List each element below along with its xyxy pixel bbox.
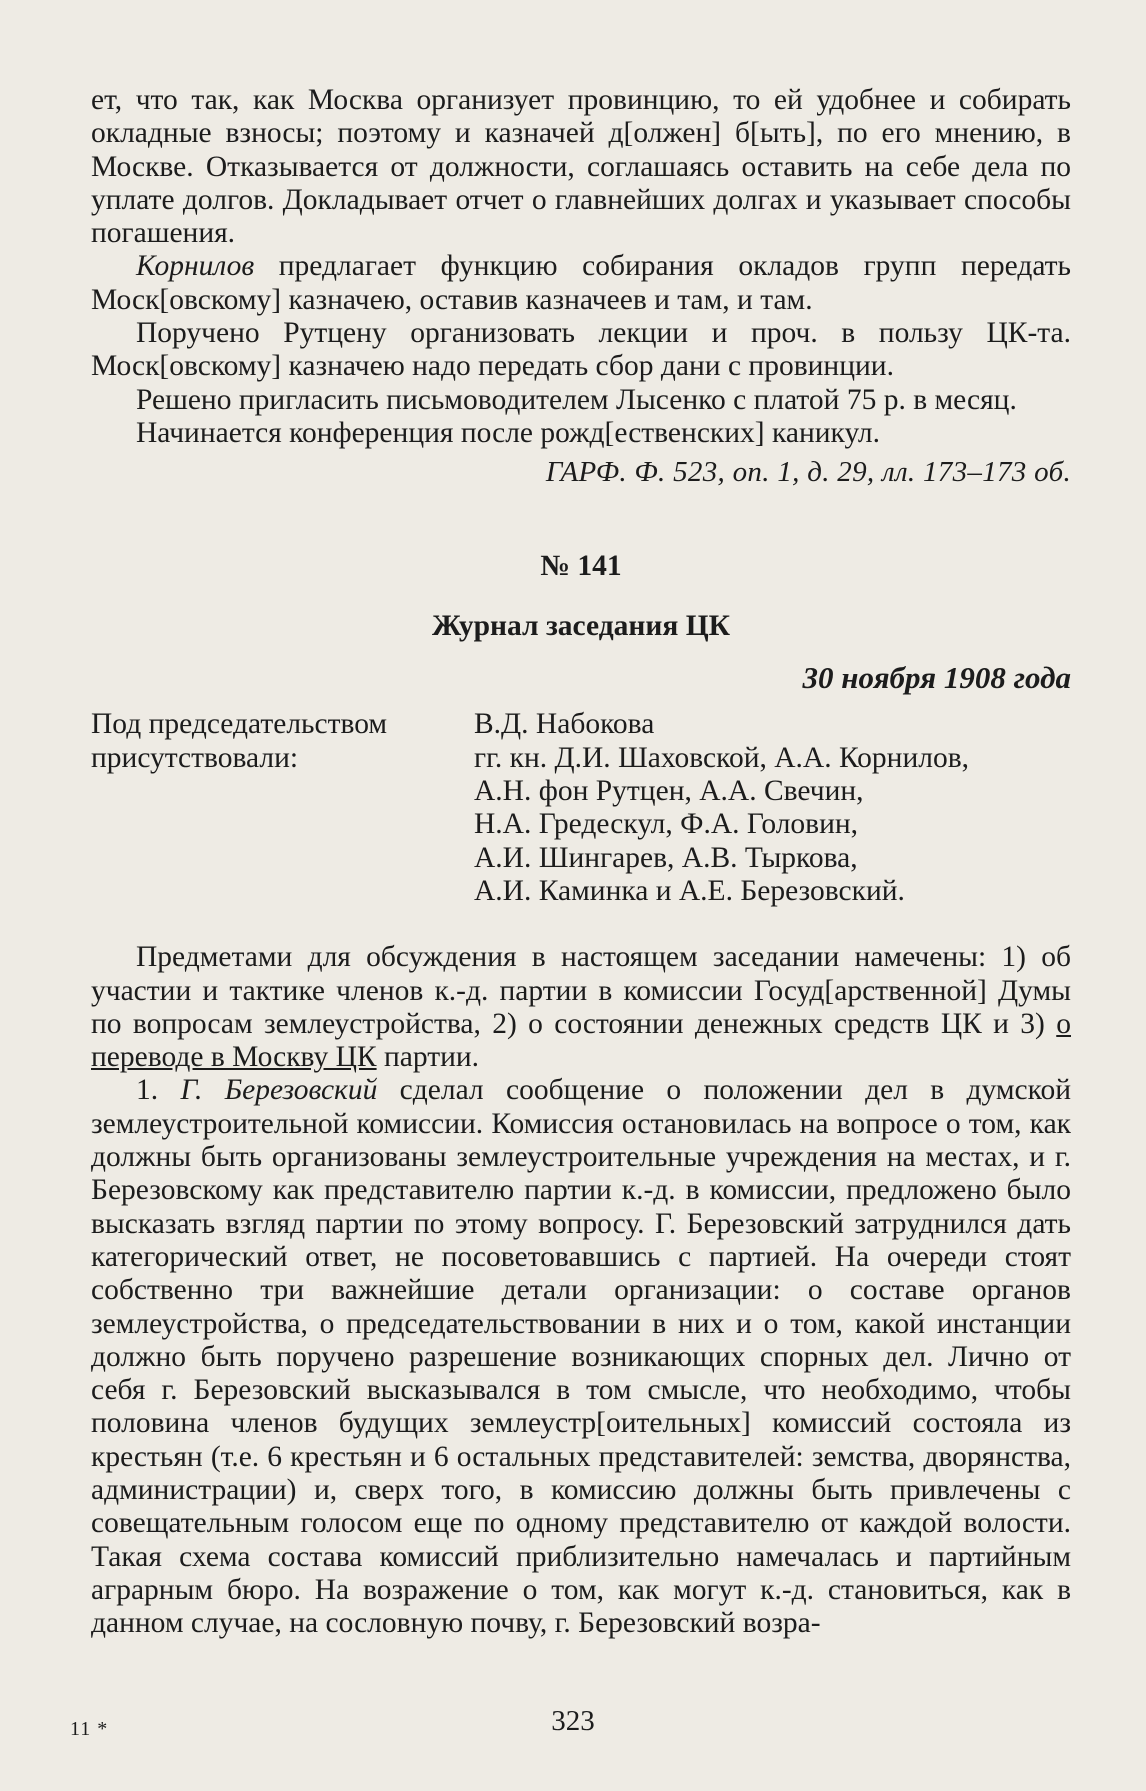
- paragraph-text: предлагает функцию собирания окладов групп передать Моск[овскому] казначею, оставив казначеев и там, и там.: [91, 250, 1071, 316]
- paragraph-rutzen: Поручено Рутцену организовать лекции и проч. в пользу ЦК-та. Моск[овскому] казначею надо передать сбор дани с провинции.: [91, 317, 1071, 383]
- present-line: гг. кн. Д.И. Шаховской, А.А. Корнилов,: [474, 741, 970, 774]
- chair-label: Под председательством: [91, 708, 388, 741]
- paragraph-secretary: Решено пригласить письмоводителем Лысенко с платой 75 р. в месяц.: [136, 383, 1017, 416]
- paragraph-item-1: [91, 1074, 1071, 1640]
- paragraph-kornilov: [91, 250, 1071, 317]
- agenda-text: Предметами для обсуждения в настоящем заседании намечены: 1) об участии и тактике членов к.-д. партии в комиссии Госуд[арственной] Думы по вопросам землеустройства, 2) о состоянии денежных средств ЦК и 3): [91, 941, 1071, 1040]
- text-column: [91, 84, 1071, 1640]
- present-line: А.И. Шингарев, А.В. Тыркова,: [474, 841, 858, 874]
- present-line: Н.А. Гредескул, Ф.А. Головин,: [474, 808, 859, 841]
- document-number: № 141: [540, 549, 622, 582]
- paragraph-continuation: ет, что так, как Москва организует провинцию, то ей удобнее и собирать окладные взносы; поэтому и казначей д[олжен] б[ыть], по его мнению, в Москве. Отказывается от должности, соглашаясь оставить на себе дела по уплате долгов. Докладывает отчет о главнейших долгах и указывает способы погашения.: [91, 84, 1071, 250]
- attendance-block: [91, 708, 1071, 908]
- page-number: 323: [551, 1705, 595, 1737]
- archive-source-ref: ГАРФ. Ф. 523, оп. 1, д. 29, лл. 173–173 об.: [545, 456, 1071, 489]
- item-prefix: 1.: [136, 1074, 181, 1107]
- document-title: Журнал заседания ЦК: [431, 609, 731, 642]
- agenda-underlined: о переводе в Москву ЦК: [91, 1007, 1071, 1074]
- paragraph-agenda: [91, 941, 1071, 1074]
- present-line: А.Н. фон Рутцен, А.А. Свечин,: [474, 775, 864, 808]
- present-label: присутствовали:: [91, 741, 299, 774]
- item-text: сделал сообщение о положении дел в думской землеустроительной комиссии. Комиссия остановилась на вопросе о том, как должны быть организованы землеустроительные учреждения на местах, и г. Березовскому как представителю партии к.-д. в комиссии, предложено было высказать взгляд партии по этому вопросу. Г. Березовский затруднился дать категорический ответ, не посоветовавшись с партией. На очереди стоят собственно три важнейшие детали организации: о составе органов землеустройства, о председательствовании в них и о том, какой инстанции должно быть поручено разрешение возникающих спорных дел. Лично от себя г. Березовский высказывался в том смысле, что необходимо, чтобы половина членов будущих землеустр[оительных] комиссий состояла из крестьян (т.е. 6 крестьян и 6 остальных представителей: земства, дворянства, администрации) и, сверх того, в комиссию должны быть привлечены с совещательным голосом еще по одному представителю от каждой волости. Такая схема состава комиссий приблизительно намечалась и партийным аграрным бюро. На возражение о том, как могут к.-д. становиться, как в данном случае, на сословную почву, г. Березовский возра-: [91, 1074, 1071, 1640]
- document-date: 30 ноября 1908 года: [802, 660, 1071, 696]
- agenda-tail: партии.: [376, 1041, 480, 1074]
- present-line: А.И. Каминка и А.Е. Березовский.: [474, 874, 905, 907]
- speaker-name: Г. Березовский: [180, 1074, 378, 1107]
- signature-mark: 11 *: [70, 1718, 109, 1740]
- speaker-name: Корнилов: [136, 250, 255, 283]
- spacer: [91, 908, 1071, 941]
- chair-name: В.Д. Набокова: [474, 708, 655, 741]
- present-names: [474, 742, 1071, 908]
- paragraph-conference: Начинается конференция после рожд[ественских] каникул.: [136, 416, 880, 449]
